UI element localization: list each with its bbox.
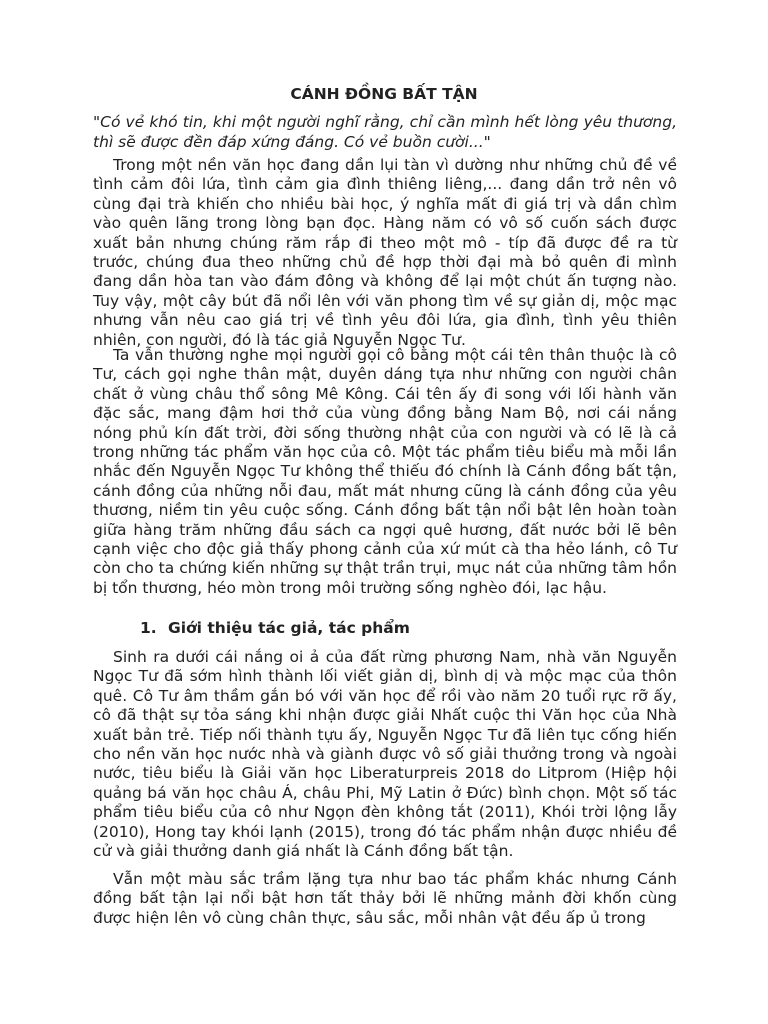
document-title: CÁNH ĐỒNG BẤT TẬN <box>290 85 478 103</box>
section-heading-text: Giới thiệu tác giả, tác phẩm <box>168 619 410 637</box>
paragraph-4: Vẫn một màu sắc trầm lặng tựa như bao tác phẩm khác nhưng Cánh đồng bất tận lại nổi bật hơn tất thảy bởi lẽ những mảnh đời khốn cùng được hiện lên vô cùng chân thực, sâu sắc, mỗi nhân vật đều ấp ủ trong <box>93 870 677 927</box>
paragraph-1: Trong một nền văn học đang dần lụi tàn vì dường như những chủ đề về tình cảm đôi lứa, tình cảm gia đình thiêng liêng,... đang dần trở nên vô cùng đại trà khiến cho nhiều bài học, ý nghĩa mất đi giá trị và dần chìm vào quên lãng trong lòng bạn đọc. Hàng năm có vô số cuốn sách được xuất bản nhưng chúng răm rắp đi theo một mô - típ đã được đề ra từ trước, chúng đua theo những chủ đề hợp thời đại mà bỏ quên đi mình đang dần hòa tan vào đám đông và không để lại một chút ấn tượng nào. Tuy vậy, một cây bút đã nổi lên với văn phong tìm về sự giản dị, mộc mạc nhưng vẫn nêu cao giá trị về tình yêu đôi lứa, gia đình, tình yêu thiên nhiên, con người, đó là tác giả Nguyễn Ngọc Tư. <box>93 156 677 349</box>
section-number: 1. <box>140 619 157 637</box>
paragraph-2: Ta vẫn thường nghe mọi người gọi cô bằng một cái tên thân thuộc là cô Tư, cách gọi nghe thân mật, duyên dáng tựa như những con người chân chất ở vùng châu thổ sông Mê Kông. Cái tên ấy đi song với lối hành văn đặc sắc, mang đậm hơi thở của vùng đồng bằng Nam Bộ, nơi cái nắng nóng phủ kín đất trời, đời sống thường nhật của con người và có lẽ là cả trong những tác phẩm văn học của cô. Một tác phẩm tiêu biểu mà mỗi lần nhắc đến Nguyễn Ngọc Tư không thể thiếu đó chính là Cánh đồng bất tận, cánh đồng của những nỗi đau, mất mát nhưng cũng là cánh đồng của yêu thương, niềm tin yêu cuộc sống. Cánh đồng bất tận nổi bật lên hoàn toàn giữa hàng trăm những đầu sách ca ngợi quê hương, đất nước bởi lẽ bên cạnh việc cho độc giả thấy phong cảnh của xứ mút cà tha hẻo lánh, cô Tư còn cho ta chứng kiến những sự thật trần trụi, mục nát của những tâm hồn bị tổn thương, héo mòn trong môi trường sống nghèo đói, lạc hậu. <box>93 346 677 597</box>
epigraph-quote: "Có vẻ khó tin, khi một người nghĩ rằng, chỉ cần mình hết lòng yêu thương, thì sẽ được đền đáp xứng đáng. Có vẻ buồn cười..." <box>93 113 677 151</box>
section-heading <box>140 619 410 637</box>
paragraph-3: Sinh ra dưới cái nắng oi ả của đất rừng phương Nam, nhà văn Nguyễn Ngọc Tư đã sớm hình thành lối viết giản dị, bình dị và mộc mạc của thôn quê. Cô Tư âm thầm gắn bó với văn học để rồi vào năm 20 tuổi rực rỡ ấy, cô đã thật sự tỏa sáng khi nhận được giải Nhất cuộc thi Văn học của Nhà xuất bản trẻ. Tiếp nối thành tựu ấy, Nguyễn Ngọc Tư đã liên tục cống hiến cho nền văn học nước nhà và giành được vô số giải thưởng trong và ngoài nước, tiêu biểu là Giải văn học Liberaturpreis 2018 do Litprom (Hiệp hội quảng bá văn học châu Á, châu Phi, Mỹ Latin ở Đức) bình chọn. Một số tác phẩm tiêu biểu của cô như Ngọn đèn không tắt (2011), Khói trời lộng lẫy (2010), Hong tay khói lạnh (2015), trong đó tác phẩm nhận được nhiều đề cử và giải thưởng danh giá nhất là Cánh đồng bất tận. <box>93 648 677 861</box>
